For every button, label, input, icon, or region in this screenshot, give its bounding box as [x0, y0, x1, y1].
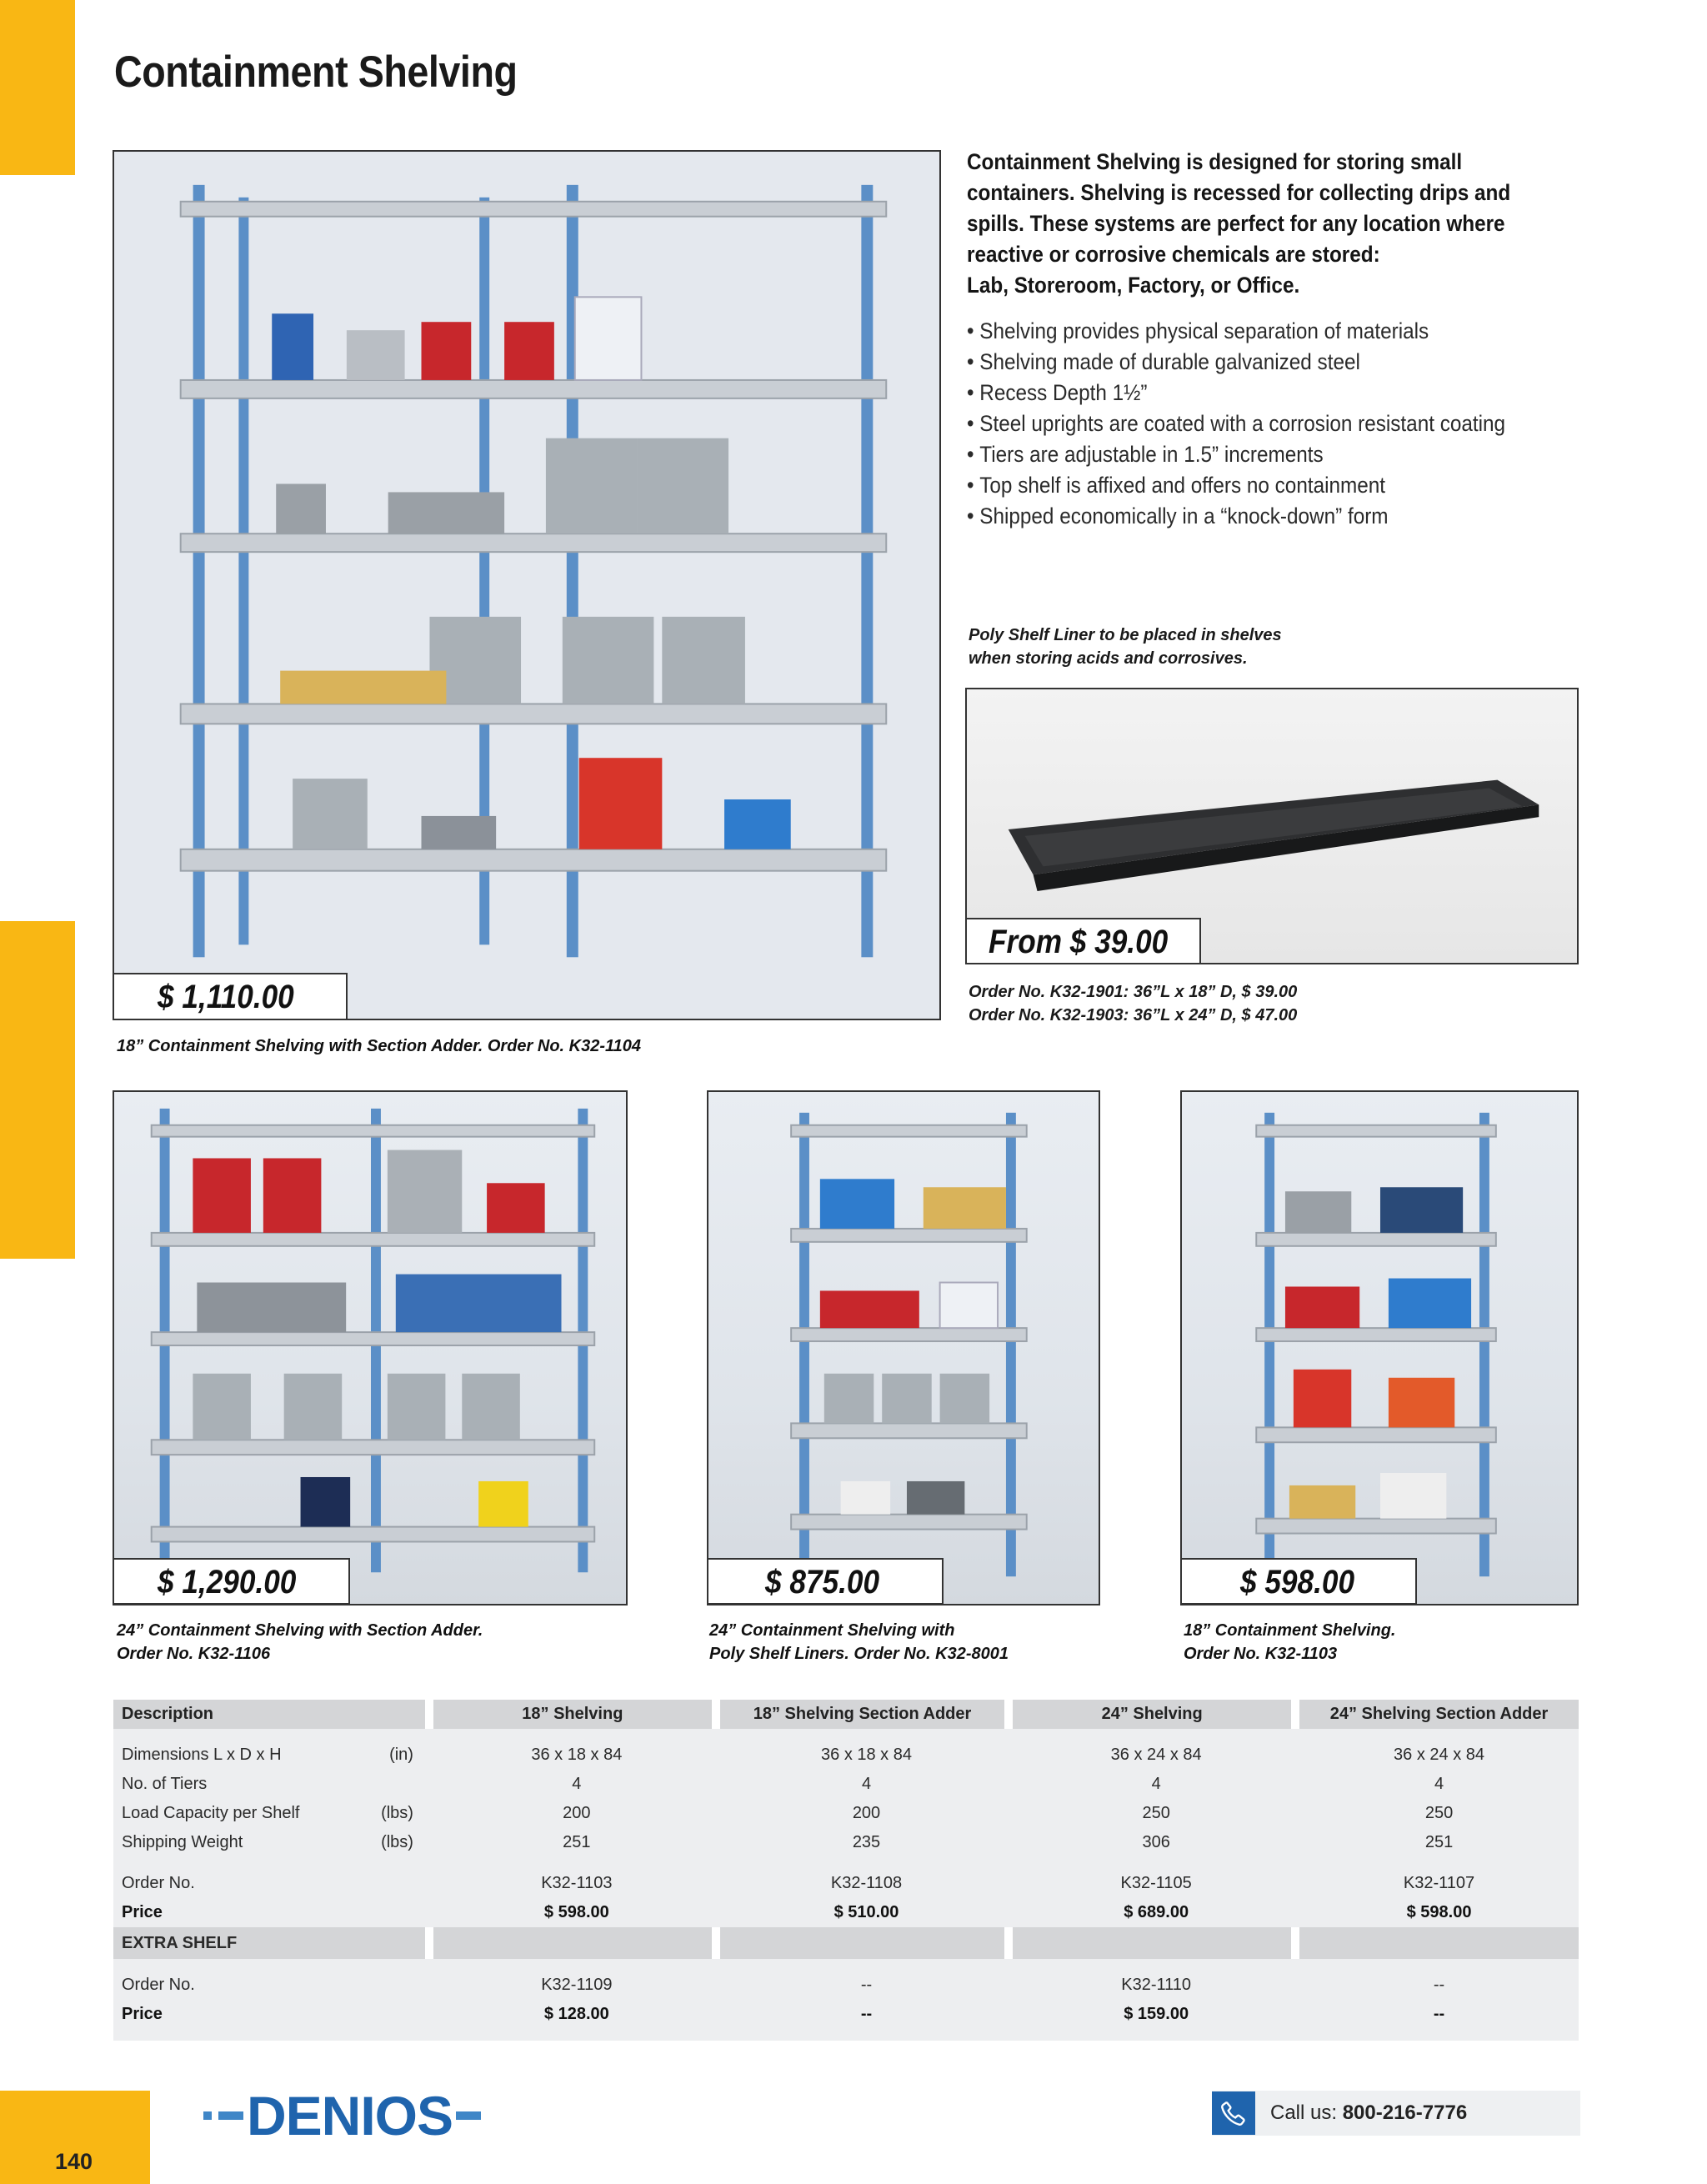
table-cell — [433, 1927, 720, 1959]
col-header-18-shelving: 18” Shelving — [433, 1700, 720, 1729]
table-spacer — [113, 1959, 1579, 1971]
product-caption-1 — [117, 1619, 483, 1666]
feature-list — [967, 316, 1600, 532]
caption-line: 24” Containment Shelving with Section Adder. — [117, 1621, 483, 1640]
table-cell: 4 — [1013, 1770, 1299, 1799]
table-cell: $ 598.00 — [1299, 1898, 1579, 1927]
feature-item: • Tiers are adjustable in 1.5” increments — [967, 439, 1537, 470]
table-row — [113, 1799, 1579, 1828]
phone-glyph — [1219, 2098, 1249, 2128]
feature-item: • Steel uprights are coated with a corrosion resistant coating — [967, 408, 1537, 439]
table-cell: -- — [720, 2000, 1014, 2029]
table-cell: -- — [720, 1971, 1014, 2000]
table-cell: -- — [1299, 1971, 1579, 2000]
yellow-tab-top — [0, 0, 75, 175]
price-row — [113, 1898, 1579, 1927]
liner-orders — [969, 980, 1297, 1027]
table-cell: 200 — [433, 1799, 720, 1828]
intro-line: Containment Shelving is designed for storing small — [967, 149, 1463, 174]
feature-item: • Top shelf is affixed and offers no containment — [967, 470, 1537, 501]
table-cell: 4 — [1299, 1770, 1579, 1799]
logo-dash-icon — [203, 2111, 212, 2120]
liner-note-line: when storing acids and corrosives. — [969, 649, 1248, 668]
col-header-18-section-adder: 18” Shelving Section Adder — [720, 1700, 1014, 1729]
liner-price: From $ 39.00 — [965, 918, 1201, 964]
table-cell: 36 x 24 x 84 — [1013, 1741, 1299, 1770]
table-spacer — [113, 1729, 1579, 1741]
table-cell: K32-1110 — [1013, 1971, 1299, 2000]
intro-line: spills. These systems are perfect for any location where — [967, 211, 1505, 236]
spec-table — [113, 1700, 1579, 2041]
shelving-illustration — [1182, 1092, 1577, 1604]
feature-item: • Recess Depth 1½” — [967, 378, 1537, 408]
table-cell: 36 x 18 x 84 — [433, 1741, 720, 1770]
intro-paragraph — [967, 147, 1600, 301]
extra-shelf-heading: EXTRA SHELF — [113, 1927, 433, 1959]
liner-note — [969, 624, 1282, 670]
row-label: Dimensions L x D x H — [113, 1741, 308, 1770]
feature-item: • Shelving made of durable galvanized steel — [967, 347, 1537, 378]
caption-line: 24” Containment Shelving with — [709, 1621, 955, 1640]
brand-wordmark: DENIOS — [247, 2085, 453, 2146]
row-label: Price — [113, 1898, 433, 1927]
page-number: 140 — [55, 2149, 93, 2174]
brand-logo — [200, 2082, 484, 2149]
extra-shelf-header-row — [113, 1927, 1579, 1959]
call-us-text — [1270, 2101, 1467, 2125]
table-cell: 200 — [720, 1799, 1014, 1828]
product-photo-1 — [113, 1090, 628, 1605]
product-photo-3 — [1180, 1090, 1579, 1605]
product-caption-2 — [709, 1619, 1009, 1666]
row-unit — [308, 1770, 433, 1799]
table-cell: 250 — [1013, 1799, 1299, 1828]
row-label: Order No. — [113, 1971, 433, 2000]
row-unit: (lbs) — [308, 1828, 433, 1857]
order-row — [113, 1869, 1579, 1898]
table-cell — [1013, 1927, 1299, 1959]
product-photo-2 — [707, 1090, 1100, 1605]
col-header-description: Description — [113, 1700, 433, 1729]
table-row — [113, 1828, 1579, 1857]
caption-line: Order No. K32-1103 — [1184, 1645, 1338, 1663]
product-price-1: $ 1,290.00 — [113, 1558, 350, 1605]
main-product-price: $ 1,110.00 — [113, 973, 348, 1020]
table-cell: K32-1109 — [433, 1971, 720, 2000]
main-product-caption: 18” Containment Shelving with Section Adder. Order No. K32-1104 — [117, 1037, 642, 1055]
caption-line: Order No. K32-1106 — [117, 1645, 271, 1663]
table-row — [113, 1741, 1579, 1770]
table-cell: 235 — [720, 1828, 1014, 1857]
table-cell — [1299, 1927, 1579, 1959]
product-price-3: $ 598.00 — [1180, 1558, 1417, 1605]
table-cell: K32-1108 — [720, 1869, 1014, 1898]
table-cell: $ 510.00 — [720, 1898, 1014, 1927]
row-label: Order No. — [113, 1869, 433, 1898]
yellow-tab-middle — [0, 921, 75, 1259]
feature-item: • Shipped economically in a “knock-down” form — [967, 501, 1537, 532]
main-product-photo — [113, 150, 941, 1020]
table-cell: 4 — [433, 1770, 720, 1799]
logo-dash-icon — [218, 2111, 243, 2120]
table-cell: 306 — [1013, 1828, 1299, 1857]
table-cell: $ 598.00 — [433, 1898, 720, 1927]
table-cell: K32-1105 — [1013, 1869, 1299, 1898]
row-label: Load Capacity per Shelf — [113, 1799, 308, 1828]
table-cell: 251 — [1299, 1828, 1579, 1857]
table-spacer — [113, 1857, 1579, 1869]
shelving-illustration — [114, 152, 939, 1019]
table-cell: K32-1103 — [433, 1869, 720, 1898]
intro-line: containers. Shelving is recessed for collecting drips and — [967, 180, 1511, 205]
product-caption-3 — [1184, 1619, 1395, 1666]
table-cell: -- — [1299, 2000, 1579, 2029]
intro-line: reactive or corrosive chemicals are stored: — [967, 242, 1380, 267]
logo-dash-icon — [456, 2111, 481, 2120]
table-cell: $ 689.00 — [1013, 1898, 1299, 1927]
row-label: Price — [113, 2000, 433, 2029]
shelving-illustration — [708, 1092, 1099, 1604]
liner-order-line: Order No. K32-1903: 36”L x 24” D, $ 47.00 — [969, 1006, 1298, 1024]
table-cell: 4 — [720, 1770, 1014, 1799]
liner-order-line: Order No. K32-1901: 36”L x 18” D, $ 39.00 — [969, 983, 1298, 1001]
page-title: Containment Shelving — [114, 48, 518, 97]
call-us-banner[interactable] — [1212, 2091, 1580, 2136]
row-label: No. of Tiers — [113, 1770, 308, 1799]
table-spacer — [113, 2029, 1579, 2041]
feature-item: • Shelving provides physical separation of materials — [967, 316, 1537, 347]
table-cell: 36 x 18 x 84 — [720, 1741, 1014, 1770]
table-cell: 251 — [433, 1828, 720, 1857]
phone-icon — [1212, 2091, 1255, 2135]
table-cell: $ 159.00 — [1013, 2000, 1299, 2029]
extra-order-row — [113, 1971, 1579, 2000]
row-unit: (in) — [308, 1741, 433, 1770]
caption-line: 18” Containment Shelving. — [1184, 1621, 1396, 1640]
table-row — [113, 1770, 1579, 1799]
phone-number: 800-216-7776 — [1342, 2101, 1468, 2124]
col-header-24-shelving: 24” Shelving — [1013, 1700, 1299, 1729]
product-price-2: $ 875.00 — [707, 1558, 944, 1605]
extra-price-row — [113, 2000, 1579, 2029]
caption-line: Poly Shelf Liners. Order No. K32-8001 — [709, 1645, 1009, 1663]
table-cell: K32-1107 — [1299, 1869, 1579, 1898]
table-cell: $ 128.00 — [433, 2000, 720, 2029]
row-label: Shipping Weight — [113, 1828, 308, 1857]
col-header-24-section-adder: 24” Shelving Section Adder — [1299, 1700, 1579, 1729]
call-label: Call us: — [1270, 2101, 1338, 2124]
shelving-illustration — [114, 1092, 626, 1604]
row-unit: (lbs) — [308, 1799, 433, 1828]
table-header-row — [113, 1700, 1579, 1729]
liner-note-line: Poly Shelf Liner to be placed in shelves — [969, 626, 1282, 644]
table-cell — [720, 1927, 1014, 1959]
intro-line: Lab, Storeroom, Factory, or Office. — [967, 273, 1300, 298]
table-cell: 36 x 24 x 84 — [1299, 1741, 1579, 1770]
table-cell: 250 — [1299, 1799, 1579, 1828]
